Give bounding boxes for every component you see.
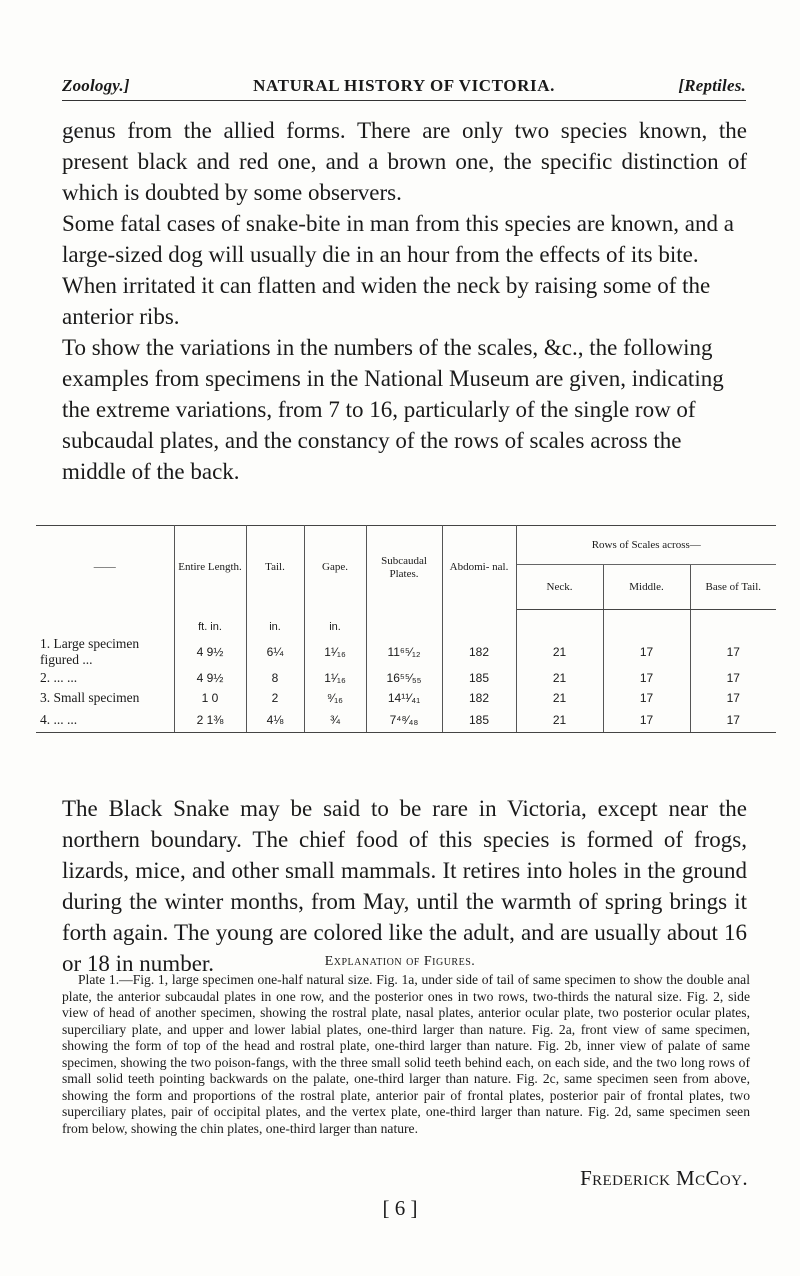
row-label: 3. Small specimen: [36, 688, 174, 708]
middle-header: Middle.: [603, 565, 690, 610]
length-cell: 4 9½: [174, 636, 246, 668]
table-row: [36, 636, 776, 668]
subcaudal-cell: 7⁴⁸⁄₄₈: [366, 708, 442, 733]
tail-cell: 4⅛: [246, 708, 304, 733]
unit-tail: in.: [246, 610, 304, 637]
neck-cell: 21: [516, 636, 603, 668]
neck-header: Neck.: [516, 565, 603, 610]
unit-gape: in.: [304, 610, 366, 637]
paragraph-irritated: When irritated it can flatten and widen the neck by raising some of the anterior ribs.: [62, 273, 711, 329]
middle-cell: 17: [603, 636, 690, 668]
abdominal-cell: 185: [442, 708, 516, 733]
paragraph-genus: genus from the allied forms. There are only two species known, the present black and red one, and a brown one, the specific distinction of which is doubted by some observers.: [62, 118, 747, 205]
neck-cell: 21: [516, 708, 603, 733]
explanation-title: Explanation of Figures.: [324, 954, 476, 969]
subcaudal-cell: 16⁵⁵⁄₅₅: [366, 668, 442, 688]
base-cell: 17: [690, 708, 776, 733]
page-number: [ 6 ]: [382, 1196, 418, 1220]
rows-of-scales-header: Rows of Scales across—: [516, 526, 776, 565]
paragraph-snake-bite: Some fatal cases of snake-bite in man from this species are known, and a large-sized dog will usually die in an hour from the effects of its bite.: [62, 211, 734, 267]
tail-header: Tail.: [246, 526, 304, 610]
length-header: Entire Length.: [174, 526, 246, 610]
author-signature: Frederick McCoy.: [580, 1166, 748, 1190]
explanation-text: Plate 1.—Fig. 1, large specimen one-half natural size. Fig. 1a, under side of tail of same specimen to show the double anal plate, the anterior subcaudal plates in one row, and the posterior ones in two rows, two-thirds the natural size. Fig. 2, side view of head of another specimen, showing the rostral plate, nasal plates, anterior ocular plate, two posterior ocular plates, superciliary plate, and upper and lower labial plates, one-third larger than nature. Fig. 2a, front view of same specimen, showing the form of top of the head and rostral plate, one-third larger than nature. Fig. 2b, inner view of palate of same specimen, showing the two poison-fangs, with the three small solid teeth behind each, on each side, and the two long rows of small solid teeth pointing backwards on the palate, one-third larger than nature. Fig. 2c, same specimen seen from above, showing the form and proportions of the rostral plate, anterior pair of frontal plates, posterior pair of frontal plates, two superciliary plates, pair of occipital plates, and the vertex plate, one-third larger than nature. Fig. 2d, same specimen seen from below, showing the chin plates, one-third larger than nature.: [62, 972, 750, 1136]
header-rule: [62, 100, 746, 101]
tail-cell: 2: [246, 688, 304, 708]
gape-header: Gape.: [304, 526, 366, 610]
tail-cell: 8: [246, 668, 304, 688]
gape-cell: ⁹⁄₁₆: [304, 688, 366, 708]
running-header: [62, 76, 746, 96]
abdominal-cell: 185: [442, 668, 516, 688]
paragraph-black-snake: The Black Snake may be said to be rare in Victoria, except near the northern boundary. The chief food of this species is formed of frogs, lizards, mice, and other small mammals. It retires into holes in the ground during the winter months, from May, until the warmth of spring brings it forth again. The young are colored like the adult, and are usually about 16 or 18 in number.: [62, 796, 747, 976]
tail-cell: 6¼: [246, 636, 304, 668]
units-row: [36, 610, 776, 637]
table-row: [36, 708, 776, 733]
unit-ft-in: ft. in.: [174, 610, 246, 637]
base-cell: 17: [726, 691, 740, 705]
neck-cell: 21: [516, 688, 603, 708]
gape-cell: 1¹⁄₁₆: [304, 636, 366, 668]
subcaudal-cell: 11⁶⁵⁄₁₂: [366, 636, 442, 668]
header-section: Zoology.]: [62, 76, 130, 95]
length-cell: 1 0: [174, 688, 246, 708]
base-header: Base of Tail.: [690, 565, 776, 610]
length-cell: 2 1⅜: [174, 708, 246, 733]
length-cell: 4 9½: [174, 668, 246, 688]
base-cell: 17: [726, 645, 740, 659]
gape-cell: 1¹⁄₁₆: [304, 668, 366, 688]
middle-cell: 17: [603, 708, 690, 733]
abdominal-cell: 182: [442, 636, 516, 668]
middle-cell: 17: [603, 688, 690, 708]
row-label: 1. Large specimen figured ...: [36, 636, 174, 668]
row-label: 2. ... ...: [36, 668, 174, 688]
scales-table: [36, 525, 776, 733]
base-cell: 17: [726, 671, 740, 685]
paragraph-variations: To show the variations in the numbers of the scales, &c., the following examples from specimens in the National Museum are given, indicating the extreme variations, from 7 to 16, particularly of the single row of subcaudal plates, and the constancy of the rows of scales across the middle of the back.: [62, 335, 724, 484]
middle-cell: 17: [603, 668, 690, 688]
subcaudal-header: Subcaudal Plates.: [366, 526, 442, 610]
neck-cell: 21: [516, 668, 603, 688]
abdominal-cell: 182: [442, 688, 516, 708]
subcaudal-cell: 14¹¹⁄₄₁: [366, 688, 442, 708]
blank-header: ——: [36, 526, 174, 610]
abdominal-header: Abdomi- nal.: [442, 526, 516, 610]
header-title: NATURAL HISTORY OF VICTORIA.: [253, 76, 555, 95]
table-row: [36, 668, 776, 688]
gape-cell: ¾: [304, 708, 366, 733]
row-label: 4. ... ...: [36, 708, 174, 733]
table-row: [36, 688, 776, 708]
header-chapter: [Reptiles.: [678, 76, 746, 95]
